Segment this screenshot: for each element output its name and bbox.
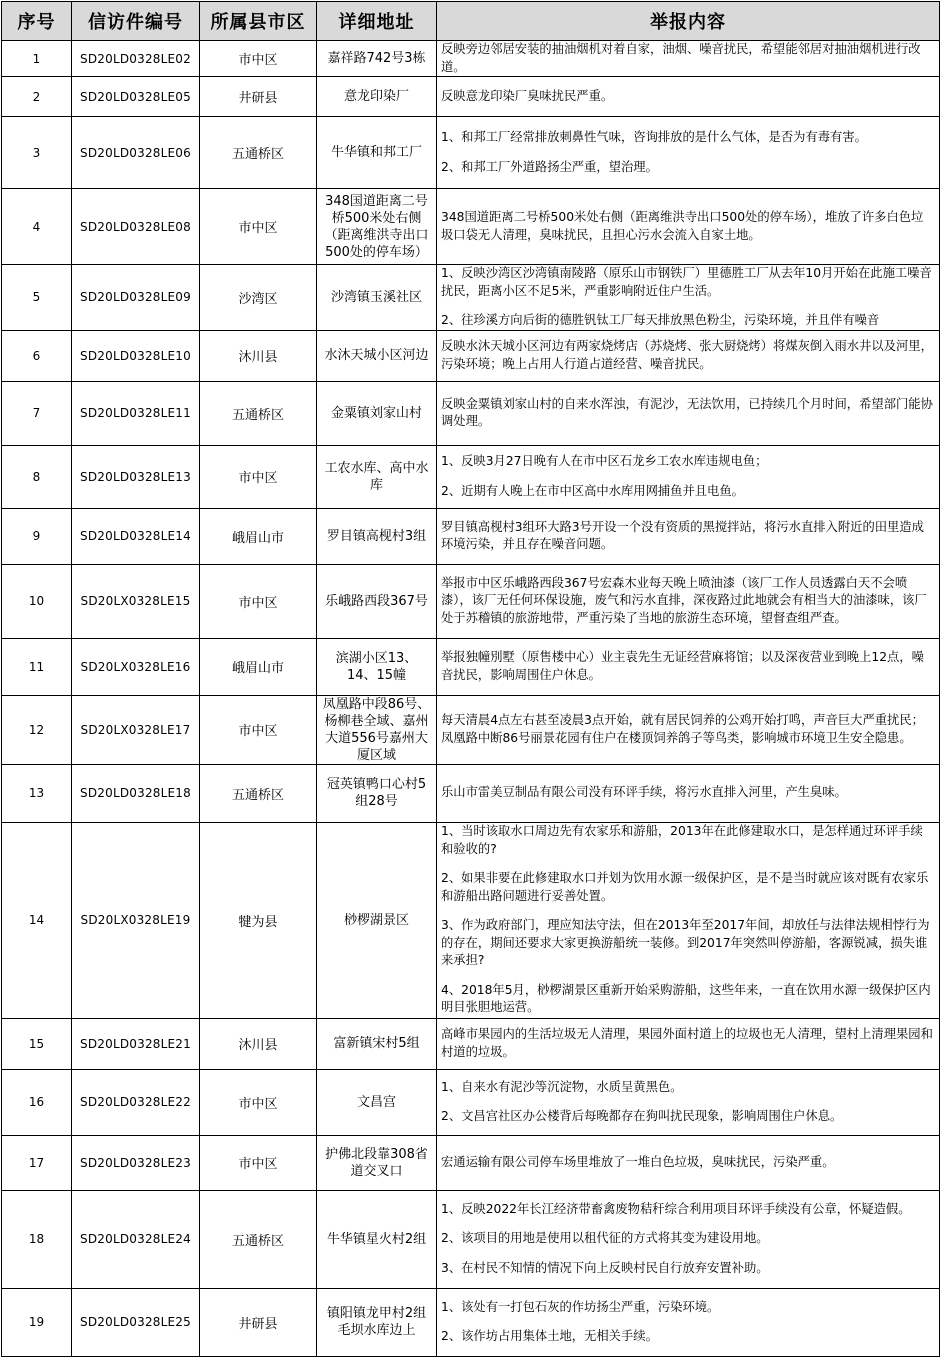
table-row (2, 1288, 940, 1356)
row-index: 1 (2, 41, 72, 77)
header-row (2, 2, 940, 41)
table-row (2, 77, 940, 117)
row-county: 峨眉山市 (200, 508, 317, 564)
row-content (437, 822, 940, 1018)
row-county: 沙湾区 (200, 265, 317, 331)
table-row (2, 764, 940, 822)
table-row (2, 1135, 940, 1190)
row-code: SD20LD0328LE05 (72, 77, 200, 117)
row-content (437, 1069, 940, 1135)
row-address: 乐峨路西段367号 (317, 564, 437, 638)
row-county: 沐川县 (200, 330, 317, 381)
row-index: 15 (2, 1018, 72, 1069)
row-index: 12 (2, 695, 72, 764)
header-address: 详细地址 (317, 2, 437, 41)
row-content (437, 508, 940, 564)
row-county: 峨眉山市 (200, 638, 317, 695)
row-content (437, 445, 940, 508)
content-paragraph: 1、反映3月27日晚有人在市中区石龙乡工农水库违规电鱼； (441, 454, 768, 468)
header-code: 信访件编号 (72, 2, 200, 41)
table-row (2, 1069, 940, 1135)
row-code: SD20LD0328LE14 (72, 508, 200, 564)
row-county: 五通桥区 (200, 117, 317, 189)
content-paragraph: 罗目镇高枧村3组环大路3号开设一个没有资质的黑搅拌站，将污水直排入附近的田里造成环境污染，并且存在噪音问题。 (441, 519, 924, 551)
row-code: SD20LD0328LE25 (72, 1288, 200, 1356)
table-row (2, 695, 940, 764)
row-code: SD20LD0328LE09 (72, 265, 200, 331)
content-paragraph: 1、和邦工厂经常排放刺鼻性气味，咨询排放的是什么气体，是否为有毒有害。 (441, 130, 867, 144)
row-code: SD20LD0328LE10 (72, 330, 200, 381)
table-row (2, 41, 940, 77)
row-content (437, 695, 940, 764)
row-address: 牛华镇和邦工厂 (317, 117, 437, 189)
content-paragraph: 348国道距离二号桥500米处右侧（距离维洪寺出口500处的停车场），堆放了许多白色垃圾口袋无人清理，臭味扰民，且担心污水会流入自家土地。 (441, 210, 924, 242)
content-paragraph: 3、作为政府部门，理应知法守法，但在2013年至2017年间，却放任与法律法规相悖行为的存在，期间还要求大家更换游船统一装修。到2017年突然叫停游船，客源锐减，损失谁来承担? (441, 918, 930, 968)
content-paragraph: 高峰市果园内的生活垃圾无人清理，果园外面村道上的垃圾也无人清理，望村上清理果园和村道的垃圾。 (441, 1027, 933, 1059)
row-code: SD20LX0328LE15 (72, 564, 200, 638)
row-content (437, 1018, 940, 1069)
row-code: SD20LX0328LE19 (72, 822, 200, 1018)
content-paragraph: 4、2018年5月，桫椤湖景区重新开始采购游船，这些年来，一直在饮用水源一级保护区内明目张胆地运营。 (441, 982, 931, 1015)
row-address: 嘉祥路742号3栋 (317, 41, 437, 77)
content-paragraph: 反映水沐天城小区河边有两家烧烤店（苏烧烤、张大厨烧烤）将煤灰倒入雨水井以及河里，污染环境；晚上占用人行道占道经营、噪音扰民。 (441, 339, 933, 371)
row-address: 罗目镇高枧村3组 (317, 508, 437, 564)
table-row (2, 445, 940, 508)
content-paragraph: 2、和邦工厂外道路扬尘严重，望治理。 (441, 159, 658, 174)
row-code: SD20LX0328LE16 (72, 638, 200, 695)
row-county: 市中区 (200, 695, 317, 764)
table-body (2, 41, 940, 1357)
row-content (437, 638, 940, 695)
content-paragraph: 乐山市雷美豆制品有限公司没有环评手续，将污水直排入河里，产生臭味。 (441, 785, 847, 800)
row-code: SD20LD0328LE08 (72, 189, 200, 265)
content-paragraph: 2、如果非要在此修建取水口并划为饮用水源一级保护区，是不是当时就应该对既有农家乐和游船出路问题进行妥善处置。 (441, 871, 929, 903)
content-paragraph: 2、该作坊占用集体土地，无相关手续。 (441, 1329, 658, 1343)
row-address: 金粟镇刘家山村 (317, 381, 437, 445)
row-county: 五通桥区 (200, 764, 317, 822)
row-code: SD20LD0328LE24 (72, 1190, 200, 1288)
content-paragraph: 举报市中区乐峨路西段367号宏森木业每天晚上喷油漆（该厂工作人员透露白天不会喷漆），该厂无任何环保设施，废气和污水直排，深夜路过此地就会有相当大的油漆味，该厂处于苏稽镇的旅游地带，严重污染了当地的旅游生态环境，望督查组严查。 (441, 575, 927, 625)
row-county: 市中区 (200, 189, 317, 265)
row-content (437, 1190, 940, 1288)
row-county: 市中区 (200, 1069, 317, 1135)
content-paragraph: 1、反映沙湾区沙湾镇南陵路（原乐山市钢铁厂）里德胜工厂从去年10月开始在此施工噪音扰民，距离小区不足5米，严重影响附近住户生活。 (441, 266, 932, 298)
row-index: 13 (2, 764, 72, 822)
row-county: 市中区 (200, 1135, 317, 1190)
content-paragraph: 2、往珍溪方向后街的德胜钒钛工厂每天排放黑色粉尘，污染环境，并且伴有噪音 (441, 313, 880, 327)
table-row (2, 638, 940, 695)
content-paragraph: 每天清晨4点左右甚至凌晨3点开始，就有居民饲养的公鸡开始打鸣，声音巨大严重扰民；凤凰路中断86号丽景花园有住户在楼顶饲养鸽子等鸟类，影响城市环境卫生安全隐患。 (441, 713, 924, 745)
row-content (437, 41, 940, 77)
row-code: SD20LD0328LE18 (72, 764, 200, 822)
row-index: 2 (2, 77, 72, 117)
row-index: 14 (2, 822, 72, 1018)
row-address: 348国道距离二号桥500米处右侧（距离维洪寺出口500处的停车场） (317, 189, 437, 265)
row-content (437, 381, 940, 445)
content-paragraph: 2、近期有人晚上在市中区高中水库用网捕鱼并且电鱼。 (441, 483, 744, 498)
row-index: 16 (2, 1069, 72, 1135)
row-address: 富新镇宋村5组 (317, 1018, 437, 1069)
row-content (437, 77, 940, 117)
header-county: 所属县市区 (200, 2, 317, 41)
row-county: 沐川县 (200, 1018, 317, 1069)
content-paragraph: 举报独幢別墅（原售楼中心）业主袁先生无证经营麻将馆；以及深夜营业到晚上12点，噪音扰民，影响周围住户休息。 (441, 650, 924, 682)
row-county: 五通桥区 (200, 381, 317, 445)
row-index: 5 (2, 265, 72, 331)
row-content (437, 564, 940, 638)
row-code: SD20LD0328LE11 (72, 381, 200, 445)
row-address: 凤凰路中段86号、杨柳巷全域、嘉州大道556号嘉州大厦区域 (317, 695, 437, 764)
content-paragraph: 1、当时该取水口周边先有农家乐和游船，2013年在此修建取水口，是怎样通过环评手续和验收的? (441, 824, 923, 856)
row-address: 镇阳镇龙甲村2组毛坝水库边上 (317, 1288, 437, 1356)
row-address: 桫椤湖景区 (317, 822, 437, 1018)
content-paragraph: 反映意龙印染厂臭味扰民严重。 (441, 88, 614, 103)
row-address: 滨湖小区13、14、15幢 (317, 638, 437, 695)
row-index: 3 (2, 117, 72, 189)
row-index: 9 (2, 508, 72, 564)
table-row (2, 265, 940, 331)
row-county: 井研县 (200, 1288, 317, 1356)
content-paragraph: 宏通运输有限公司停车场里堆放了一堆白色垃圾，臭味扰民，污染严重。 (441, 1154, 835, 1169)
row-code: SD20LD0328LE21 (72, 1018, 200, 1069)
row-code: SD20LD0328LE23 (72, 1135, 200, 1190)
row-content (437, 330, 940, 381)
row-content (437, 189, 940, 265)
row-address: 冠英镇鸭口心村5组28号 (317, 764, 437, 822)
row-index: 10 (2, 564, 72, 638)
table-row (2, 564, 940, 638)
content-paragraph: 2、文昌宫社区办公楼背后每晚都存在狗叫扰民现象，影响周围住户休息。 (441, 1109, 843, 1123)
row-content (437, 117, 940, 189)
row-content (437, 265, 940, 331)
row-address: 沙湾镇玉溪社区 (317, 265, 437, 331)
table-row (2, 1018, 940, 1069)
content-paragraph: 反映金粟镇刘家山村的自来水浑浊，有泥沙，无法饮用，已持续几个月时间，希望部门能协调处理。 (441, 396, 933, 428)
content-paragraph: 3、在村民不知情的情况下向上反映村民自行放弃安置补助。 (441, 1260, 769, 1275)
row-code: SD20LD0328LE13 (72, 445, 200, 508)
row-code: SD20LD0328LE02 (72, 41, 200, 77)
row-index: 6 (2, 330, 72, 381)
header-index: 序号 (2, 2, 72, 41)
row-address: 工农水库、高中水库 (317, 445, 437, 508)
row-county: 市中区 (200, 445, 317, 508)
content-paragraph: 反映旁边邻居安装的抽油烟机对着自家，油烟、噪音扰民，希望能邻居对抽油烟机进行改道。 (441, 42, 921, 74)
table-row (2, 1190, 940, 1288)
row-index: 18 (2, 1190, 72, 1288)
complaint-table (1, 1, 940, 1357)
row-address: 意龙印染厂 (317, 77, 437, 117)
content-paragraph: 1、反映2022年长江经济带畜禽废物秸秆综合利用项目环评手续没有公章，怀疑造假。 (441, 1201, 911, 1216)
row-index: 7 (2, 381, 72, 445)
row-index: 19 (2, 1288, 72, 1356)
row-code: SD20LX0328LE17 (72, 695, 200, 764)
row-index: 8 (2, 445, 72, 508)
table-row (2, 117, 940, 189)
row-code: SD20LD0328LE22 (72, 1069, 200, 1135)
content-paragraph: 2、该项目的用地是使用以租代征的方式将其变为建设用地。 (441, 1231, 769, 1246)
row-code: SD20LD0328LE06 (72, 117, 200, 189)
header-content: 举报内容 (437, 2, 940, 41)
row-index: 17 (2, 1135, 72, 1190)
row-address: 水沐天城小区河边 (317, 330, 437, 381)
table-row (2, 189, 940, 265)
row-county: 井研县 (200, 77, 317, 117)
row-address: 牛华镇星火村2组 (317, 1190, 437, 1288)
table-row (2, 508, 940, 564)
row-county: 犍为县 (200, 822, 317, 1018)
row-county: 市中区 (200, 41, 317, 77)
row-index: 4 (2, 189, 72, 265)
row-county: 五通桥区 (200, 1190, 317, 1288)
row-content (437, 1288, 940, 1356)
content-paragraph: 1、该处有一打包石灰的作坊扬尘严重，污染环境。 (441, 1299, 720, 1314)
table-row (2, 330, 940, 381)
row-index: 11 (2, 638, 72, 695)
row-content (437, 764, 940, 822)
row-county: 市中区 (200, 564, 317, 638)
row-address: 文昌宫 (317, 1069, 437, 1135)
table-row (2, 822, 940, 1018)
row-content (437, 1135, 940, 1190)
content-paragraph: 1、自来水有泥沙等沉淀物，水质呈黄黑色。 (441, 1079, 683, 1094)
table-row (2, 381, 940, 445)
row-address: 护佛北段靠308省道交叉口 (317, 1135, 437, 1190)
